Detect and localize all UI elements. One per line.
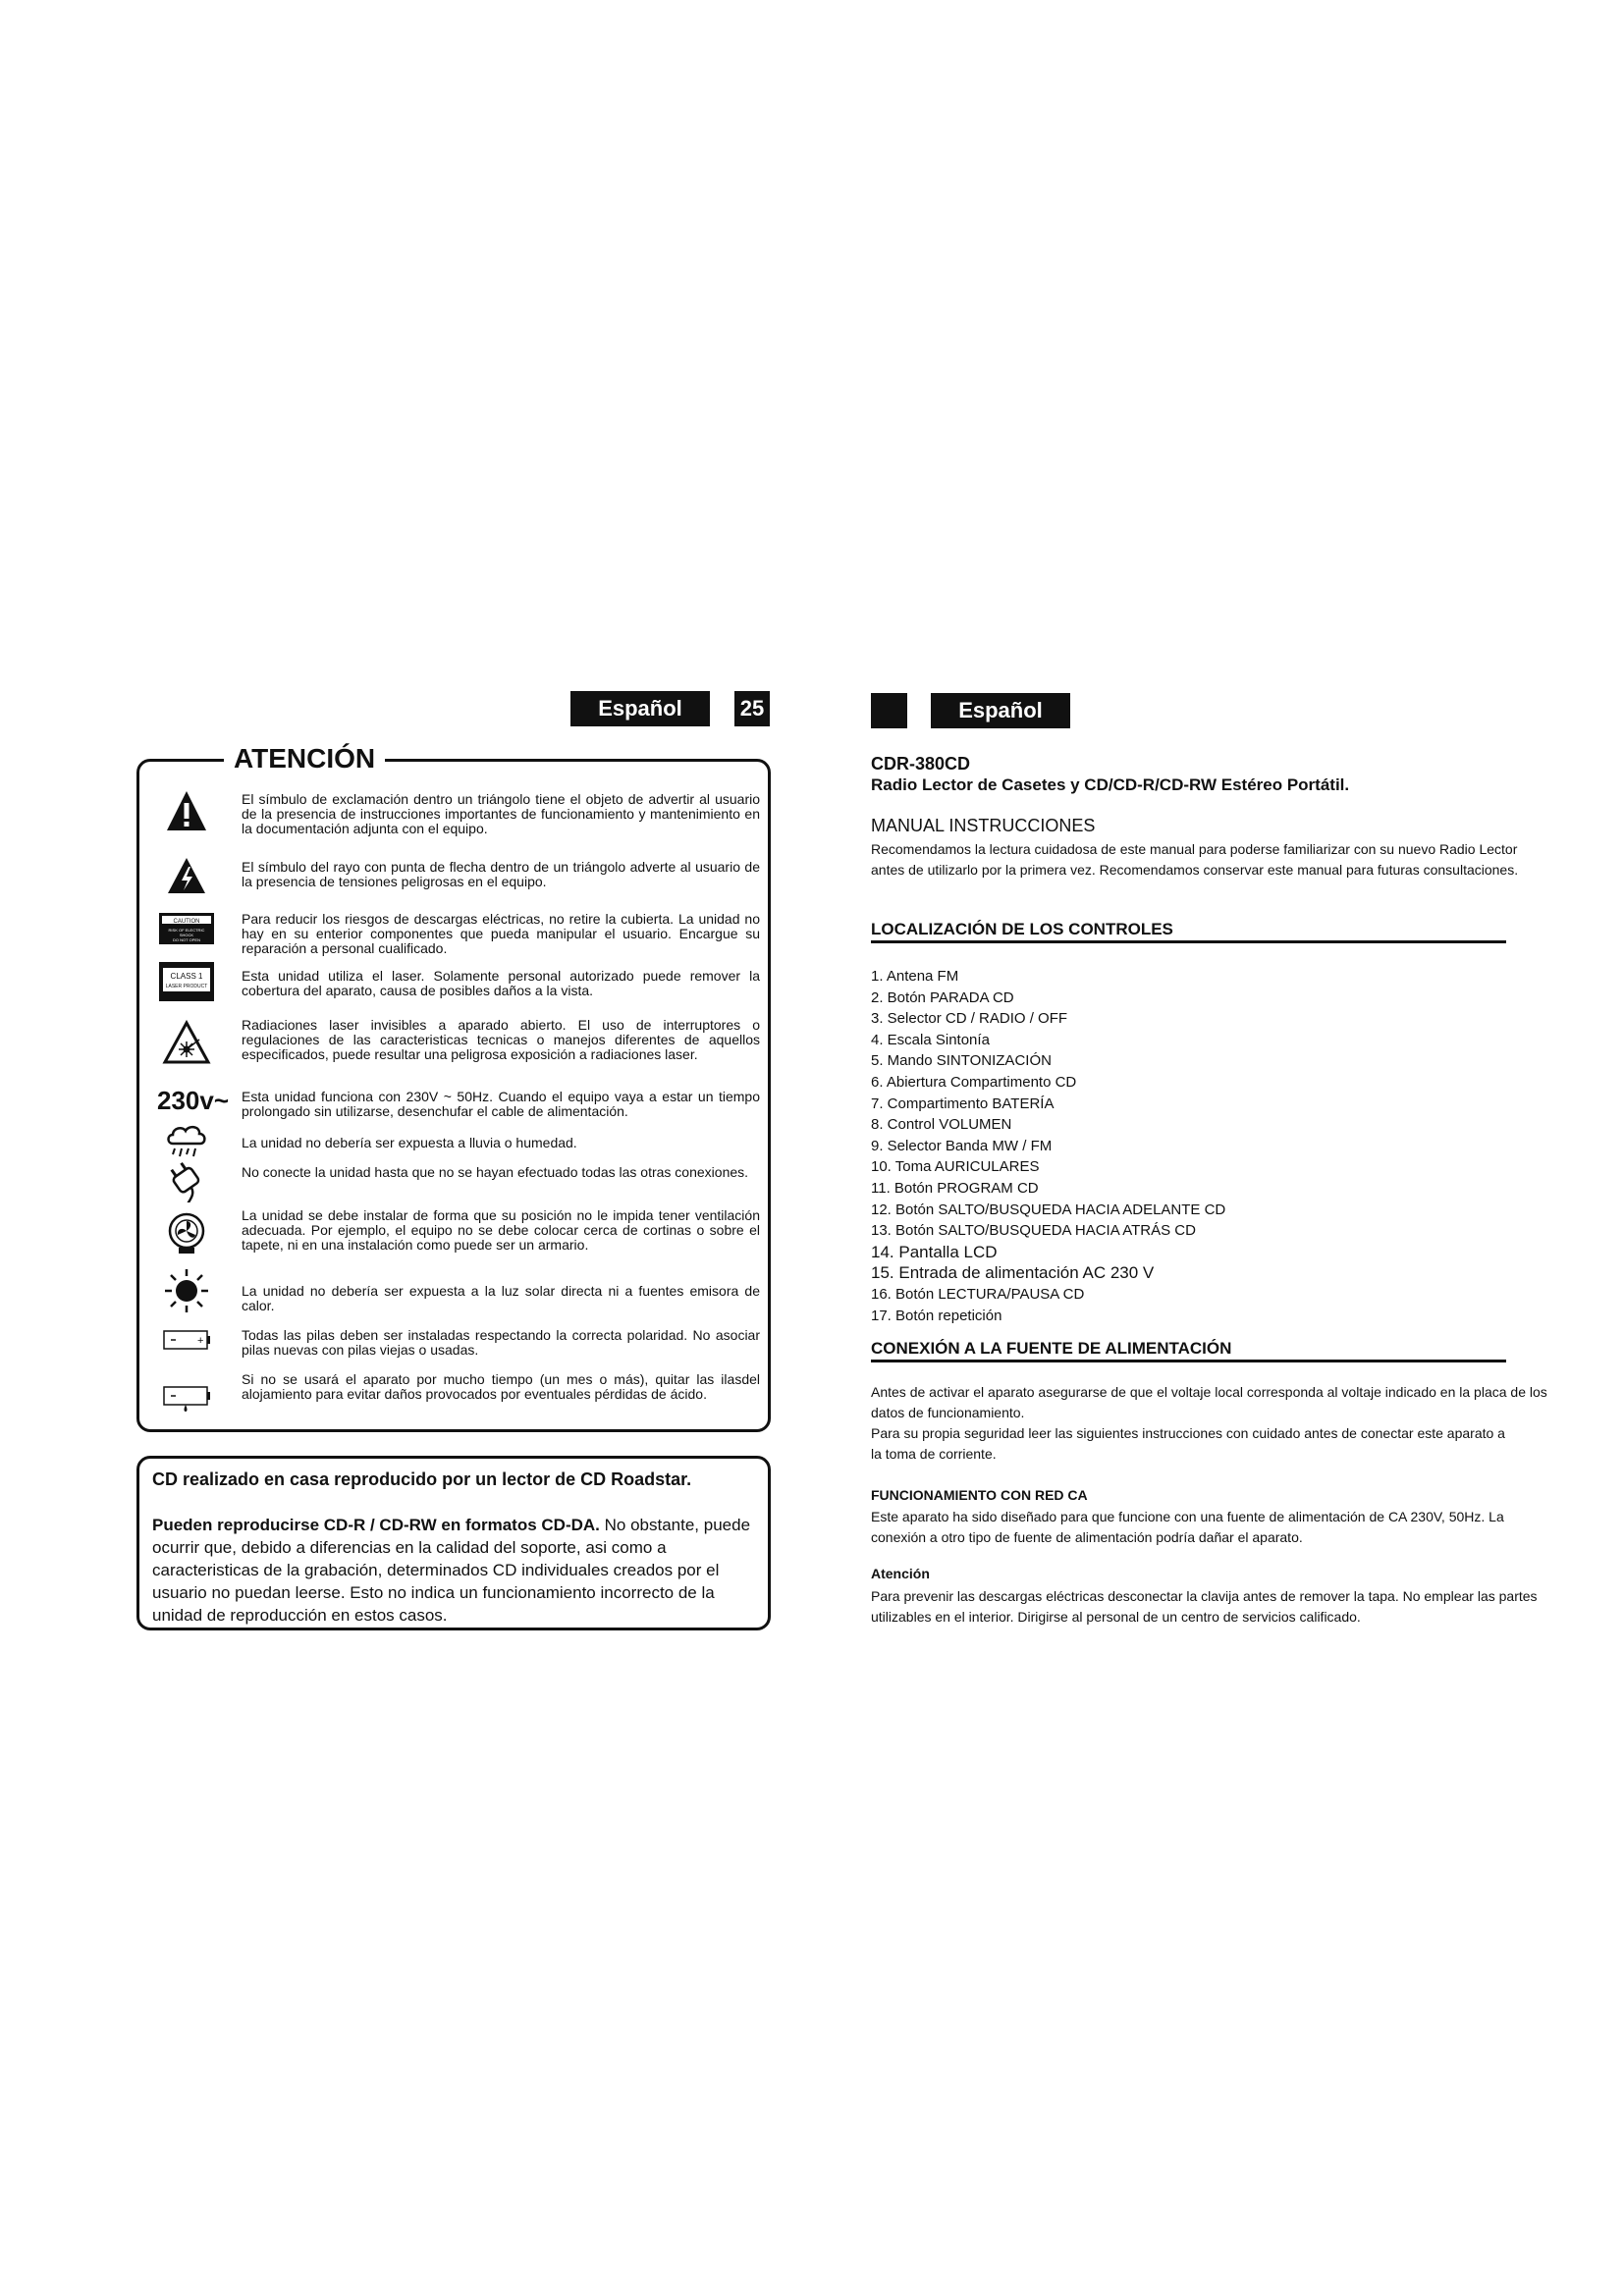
- caution-label-text: CAUTION: [173, 919, 200, 925]
- warning-text-4: Esta unidad utiliza el laser. Solamente personal autorizado puede remover la cobertura del aparato, causa de posibles daños a la vista.: [242, 968, 760, 998]
- control-item: 7. Compartimento BATERÍA: [871, 1095, 1055, 1112]
- controls-heading: LOCALIZACIÓN DE LOS CONTROLES: [871, 920, 1506, 943]
- power-text-1: Antes de activar el aparato asegurarse de que el voltaje local corresponda al voltaje indicado en la placa de los datos de funcionamiento.: [871, 1384, 1547, 1420]
- language-tab-left: Español: [570, 691, 710, 726]
- svg-text:RISK OF ELECTRIC: RISK OF ELECTRIC: [168, 928, 205, 933]
- warning-text-8: No conecte la unidad hasta que no se hayan efectuado todas las otras conexiones.: [242, 1164, 749, 1180]
- attention-text: Para prevenir las descargas eléctricas desconectar la clavija antes de remover la tapa. No emplear las partes utilizables en el interior. Dirigirse al personal de un centro de servicios calificado.: [871, 1588, 1538, 1625]
- voltage-label: 230v~: [157, 1085, 230, 1115]
- control-item: 12. Botón SALTO/BUSQUEDA HACIA ADELANTE CD: [871, 1201, 1226, 1218]
- warning-text-5: Radiaciones laser invisibles a aparado abierto. El uso de interruptores o regulaciones de las caracteristicas tecnicas o manejos diferentes de aquellos especificados, puede resultar una peligrosa exposición a radiaciones laser.: [242, 1017, 760, 1062]
- warning-text-10: La unidad no debería ser expuesta a la luz solar directa ni a fuentes emisora de calor.: [242, 1283, 760, 1313]
- attention-title: ATENCIÓN: [224, 743, 385, 774]
- warning-text-7: La unidad no debería ser expuesta a lluvia o humedad.: [242, 1135, 577, 1150]
- manual-text: Recomendamos la lectura cuidadosa de este manual para poderse familiarizar con su nuevo Radio Lector antes de utilizarlo por la primera vez. Recomendamos conservar este manual para futuras consultaciones.: [871, 841, 1519, 878]
- control-item: 15. Entrada de alimentación AC 230 V: [871, 1263, 1155, 1283]
- battery-icon: [157, 1325, 216, 1355]
- ac-operation-text: Este aparato ha sido diseñado para que funcione con una fuente de alimentación de CA 230V, 50Hz. La conexión a otro tipo de fuente de alimentación podría dañar el aparato.: [871, 1509, 1504, 1545]
- manual-heading: MANUAL INSTRUCCIONES: [871, 816, 1096, 835]
- warning-text-9: La unidad se debe instalar de forma que su posición no le impida tener ventilación adecuada. Por ejemplo, el equipo no se debe colocar cerca de cortinas o sobre el tapete, ni en una instalación como puede ser un armario.: [242, 1207, 760, 1253]
- power-text-2: Para su propia seguridad leer las siguientes instrucciones con cuidado antes de conectar este aparato a la toma de corriente.: [871, 1425, 1505, 1462]
- warning-text-1: El símbulo de exclamación dentro un triángolo tiene el objeto de advertir al usuario de la presencia de instrucciones importantes de funcionamiento y mantenimiento en la documentación adjunta con el equipo.: [242, 791, 760, 836]
- page-number-box-right: [871, 693, 907, 728]
- control-item: 1. Antena FM: [871, 968, 959, 985]
- language-tab-right: Español: [931, 693, 1070, 728]
- warning-text-12: Si no se usará el aparato por mucho tiempo (un mes o más), quitar las ilasdel alojamiento para evitar daños provocados por eventuales pérdidas de ácido.: [242, 1371, 760, 1402]
- rain-cloud-icon: [157, 1121, 216, 1162]
- warning-text-6: Esta unidad funciona con 230V ~ 50Hz. Cuando el equipo vaya a estar un tiempo prolongado sin utilizarse, desenchufar el cable de alimentación.: [242, 1089, 760, 1119]
- ac-operation-heading: FUNCIONAMIENTO CON RED CA: [871, 1487, 1088, 1503]
- control-item: 11. Botón PROGRAM CD: [871, 1179, 1039, 1197]
- control-item: 3. Selector CD / RADIO / OFF: [871, 1010, 1068, 1028]
- controls-list: [871, 966, 1225, 1326]
- class1-laser-label-icon: [157, 960, 216, 1003]
- svg-text:DO NOT OPEN: DO NOT OPEN: [173, 937, 200, 942]
- control-item: 9. Selector Banda MW / FM: [871, 1137, 1053, 1154]
- cd-box-bold-lead: Pueden reproducirse CD-R / CD-RW en formatos CD-DA.: [152, 1516, 600, 1534]
- exclamation-triangle-icon: [157, 785, 216, 836]
- warning-text-3: Para reducir los riesgos de descargas eléctricas, no retire la cubierta. La unidad no hay en su enterior componentes que pueda manipular el usuario. Encargue su reparación a personal cualificado.: [242, 911, 760, 956]
- warning-text-2: El símbulo del rayo con punta de flecha dentro de un triángolo adverte al usuario de la presencia de tensiones peligrosas en el equipo.: [242, 859, 760, 889]
- page-number: 25: [734, 691, 770, 726]
- cd-box-text: No obstante, puede ocurrir que, debido a diferencias en la calidad del soporte, asi como a caracteristicas de la grabación, determinados CD individuales creados por el usuario no puedan leerse. Esto no indica un funcionamiento incorrecto de la unidad de reproducción en estos casos.: [152, 1516, 751, 1625]
- control-item: 4. Escala Sintonía: [871, 1031, 990, 1048]
- svg-text:SHOCK: SHOCK: [179, 933, 194, 937]
- cd-box-body: [152, 1514, 761, 1627]
- sun-icon: [157, 1266, 216, 1315]
- plug-icon: [157, 1158, 216, 1203]
- control-item: 8. Control VOLUMEN: [871, 1116, 1012, 1134]
- control-item: 17. Botón repetición: [871, 1307, 1002, 1324]
- attention-heading: Atención: [871, 1566, 930, 1581]
- control-item: 14. Pantalla LCD: [871, 1242, 998, 1261]
- product-subtitle: Radio Lector de Casetes y CD/CD-R/CD-RW Estéreo Portátil.: [871, 775, 1350, 794]
- control-item: 16. Botón LECTURA/PAUSA CD: [871, 1285, 1085, 1303]
- class1-sub-text: LASER PRODUCT: [165, 984, 208, 989]
- control-item: 10. Toma AURICULARES: [871, 1158, 1040, 1176]
- laser-radiation-icon: [157, 1017, 216, 1068]
- ventilation-icon: [157, 1210, 216, 1257]
- caution-label-icon: [157, 910, 216, 947]
- lightning-triangle-icon: [157, 856, 216, 895]
- battery-plus-sign: +: [197, 1335, 204, 1347]
- class1-label-text: CLASS 1: [170, 972, 203, 981]
- voltage-icon: [157, 1082, 236, 1119]
- control-item: 5. Mando SINTONIZACIÓN: [871, 1052, 1052, 1070]
- control-item: 6. Abiertura Compartimento CD: [871, 1073, 1077, 1091]
- control-item: 13. Botón SALTO/BUSQUEDA HACIA ATRÁS CD: [871, 1222, 1196, 1240]
- power-heading: CONEXIÓN A LA FUENTE DE ALIMENTACIÓN: [871, 1339, 1506, 1362]
- model-number: CDR-380CD: [871, 754, 971, 774]
- warning-text-11: Todas las pilas deben ser instaladas respectando la correcta polaridad. No asociar pilas nuevas con pilas viejas o usadas.: [242, 1327, 760, 1358]
- cd-box-title: CD realizado en casa reproducido por un lector de CD Roadstar.: [152, 1469, 692, 1489]
- battery-leak-icon: [157, 1382, 216, 1415]
- control-item: 2. Botón PARADA CD: [871, 988, 1014, 1006]
